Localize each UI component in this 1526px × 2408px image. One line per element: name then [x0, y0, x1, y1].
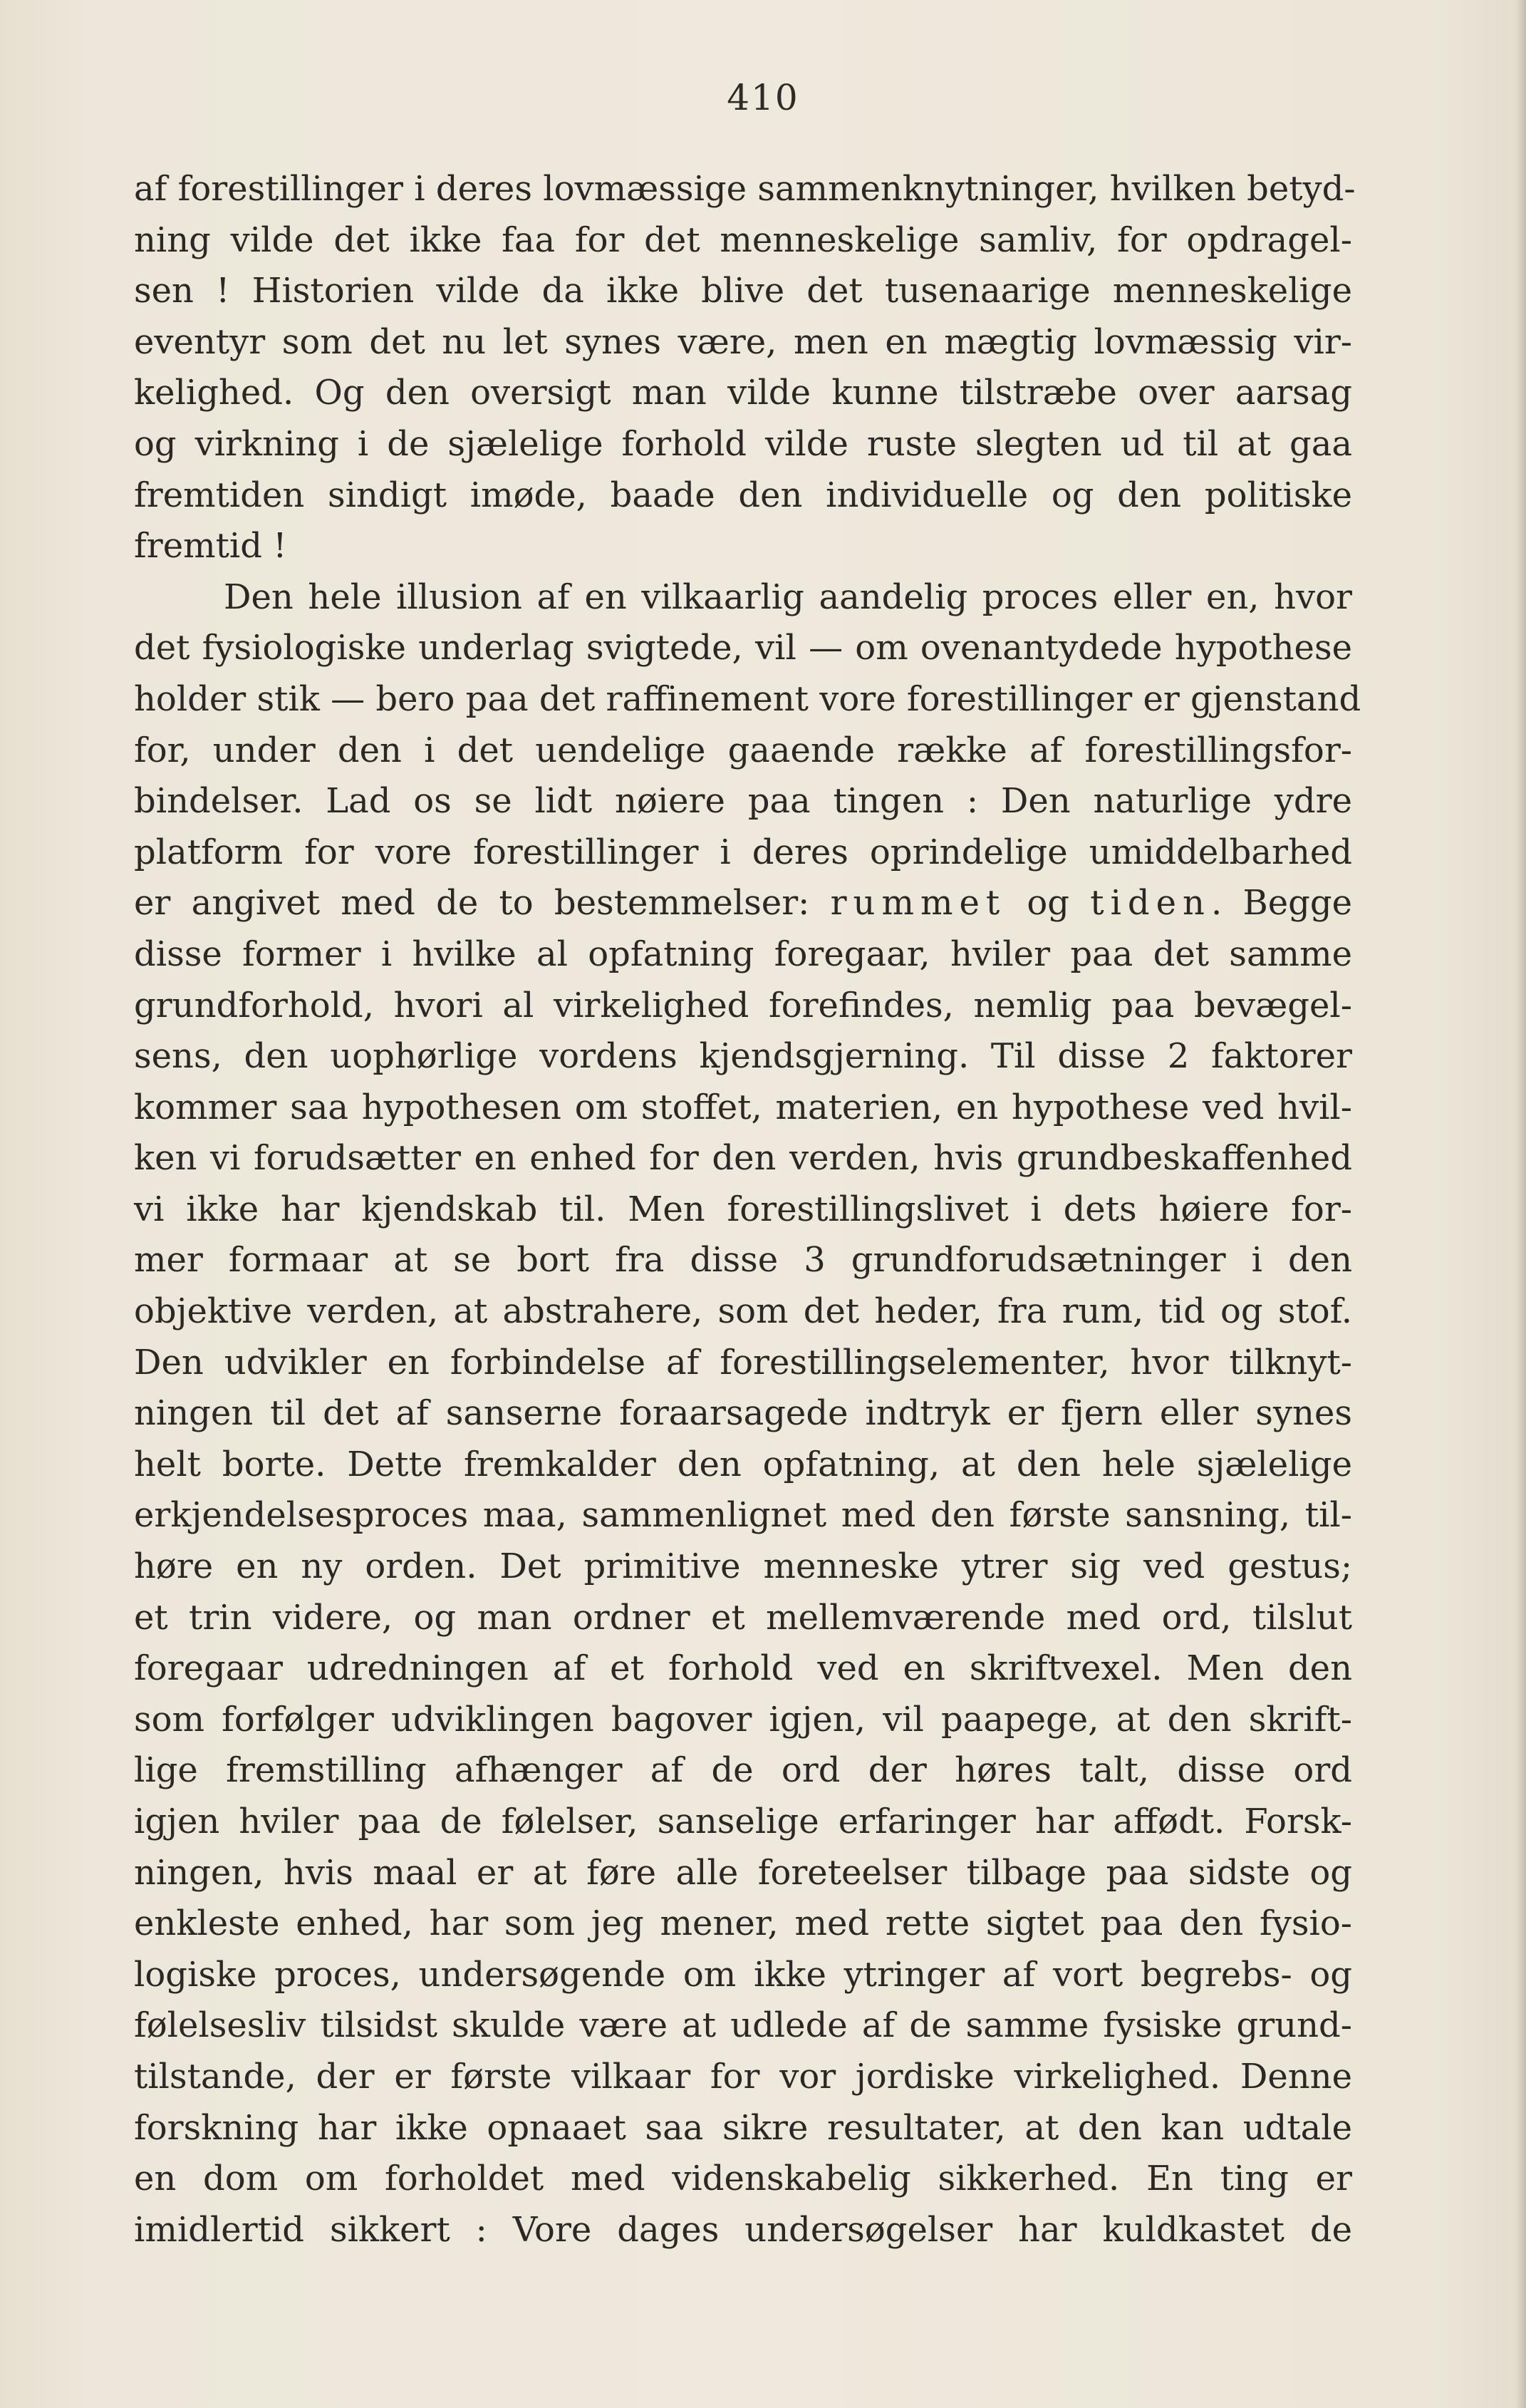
- text-line: eventyr som det nu let synes være, men en mægtig lovmæssig vir-: [134, 321, 1352, 362]
- text-fragment: og: [1006, 883, 1091, 924]
- text-line: ning vilde det ikke faa for det menneskelige samliv, for opdragel-: [134, 219, 1352, 260]
- text-line: følelsesliv tilsidst skulde være at udlede af de samme fysiske grund-: [134, 2005, 1352, 2046]
- text-line: foregaar udredningen af et forhold ved en skriftvexel. Men den: [134, 1648, 1352, 1689]
- text-line: imidlertid sikkert : Vore dages undersøgelser har kuldkastet de: [134, 2209, 1352, 2250]
- text-fragment: er angivet med de to bestemmelser:: [134, 883, 831, 924]
- text-line: kommer saa hypothesen om stoffet, materien, en hypothese ved hvil-: [134, 1087, 1352, 1127]
- spaced-word: rummet: [830, 883, 1007, 924]
- text-line: holder stik — bero paa det raffinement vore forestillinger er gjenstand: [134, 678, 1361, 719]
- text-line: sen ! Historien vilde da ikke blive det tusenaarige menneskelige: [134, 271, 1352, 311]
- text-line: Den hele illusion af en vilkaarlig aandelig proces eller en, hvor: [224, 577, 1352, 617]
- text-line: tilstande, der er første vilkaar for vor jordiske virkelighed. Denne: [134, 2056, 1352, 2097]
- text-line-with-spaced-words: [134, 878, 1352, 929]
- text-line: fremtiden sindigt imøde, baade den individuelle og den politiske: [134, 475, 1352, 515]
- text-line: fremtid !: [134, 526, 287, 567]
- text-line: helt borte. Dette fremkalder den opfatning, at den hele sjælelige: [134, 1444, 1352, 1484]
- text-line: et trin videre, og man ordner et mellemværende med ord, tilslut: [134, 1597, 1352, 1638]
- text-line: igjen hviler paa de følelser, sanselige erfaringer har affødt. Forsk-: [134, 1802, 1352, 1841]
- text-line: af forestillinger i deres lovmæssige sammenknytninger, hvilken betyd-: [134, 169, 1356, 209]
- text-line: ningen til det af sanserne foraarsagede indtryk er fjern eller synes: [134, 1393, 1352, 1434]
- text-line: forskning har ikke opnaaet saa sikre resultater, at den kan udtale: [134, 2107, 1352, 2148]
- page-edge-shadow: [1516, 0, 1526, 2408]
- text-line: som forfølger udviklingen bagover igjen, vil paapege, at den skrift-: [134, 1699, 1352, 1740]
- text-line: det fysiologiske underlag svigtede, vil — om ovenantydede hypothese: [134, 628, 1352, 668]
- text-line: grundforhold, hvori al virkelighed forefindes, nemlig paa bevægel-: [134, 985, 1352, 1025]
- text-line: en dom om forholdet med videnskabelig sikkerhed. En ting er: [134, 2159, 1352, 2199]
- text-line: logiske proces, undersøgende om ikke ytringer af vort begrebs- og: [134, 1954, 1352, 1995]
- text-line: vi ikke har kjendskab til. Men forestillingslivet i dets høiere for-: [134, 1189, 1352, 1229]
- text-line: enkleste enhed, har som jeg mener, med rette sigtet paa den fysio-: [134, 1903, 1352, 1944]
- spaced-word: tiden: [1090, 883, 1211, 924]
- page-number: 410: [727, 77, 799, 118]
- text-line: erkjendelsesproces maa, sammenlignet med den første sansning, til-: [134, 1495, 1352, 1536]
- text-line: mer formaar at se bort fra disse 3 grundforudsætninger i den: [134, 1240, 1352, 1281]
- text-line: ken vi forudsætter en enhed for den verden, hvis grundbeskaffenhed: [134, 1138, 1352, 1179]
- body-text: [134, 164, 1361, 2255]
- text-line: disse former i hvilke al opfatning foregaar, hviler paa det samme: [134, 934, 1352, 974]
- text-fragment: . Begge: [1210, 883, 1353, 924]
- text-line: for, under den i det uendelige gaaende række af forestillingsfor-: [134, 730, 1352, 770]
- text-line: kelighed. Og den oversigt man vilde kunne tilstræbe over aarsag: [134, 373, 1352, 413]
- text-line: Den udvikler en forbindelse af forestillingselementer, hvor tilknyt-: [134, 1342, 1352, 1383]
- text-line: høre en ny orden. Det primitive menneske ytrer sig ved gestus;: [134, 1546, 1352, 1587]
- text-line: platform for vore forestillinger i deres oprindelige umiddelbarhed: [134, 832, 1352, 872]
- text-line: og virkning i de sjælelige forhold vilde ruste slegten ud til at gaa: [134, 423, 1352, 464]
- text-line: objektive verden, at abstrahere, som det heder, fra rum, tid og stof.: [134, 1291, 1352, 1332]
- text-line: ningen, hvis maal er at føre alle foreteelser tilbage paa sidste og: [134, 1852, 1352, 1893]
- text-line: bindelser. Lad os se lidt nøiere paa tingen : Den naturlige ydre: [134, 781, 1352, 822]
- text-line: lige fremstilling afhænger af de ord der høres talt, disse ord: [134, 1750, 1352, 1791]
- text-line: sens, den uophørlige vordens kjendsgjerning. Til disse 2 faktorer: [134, 1036, 1352, 1077]
